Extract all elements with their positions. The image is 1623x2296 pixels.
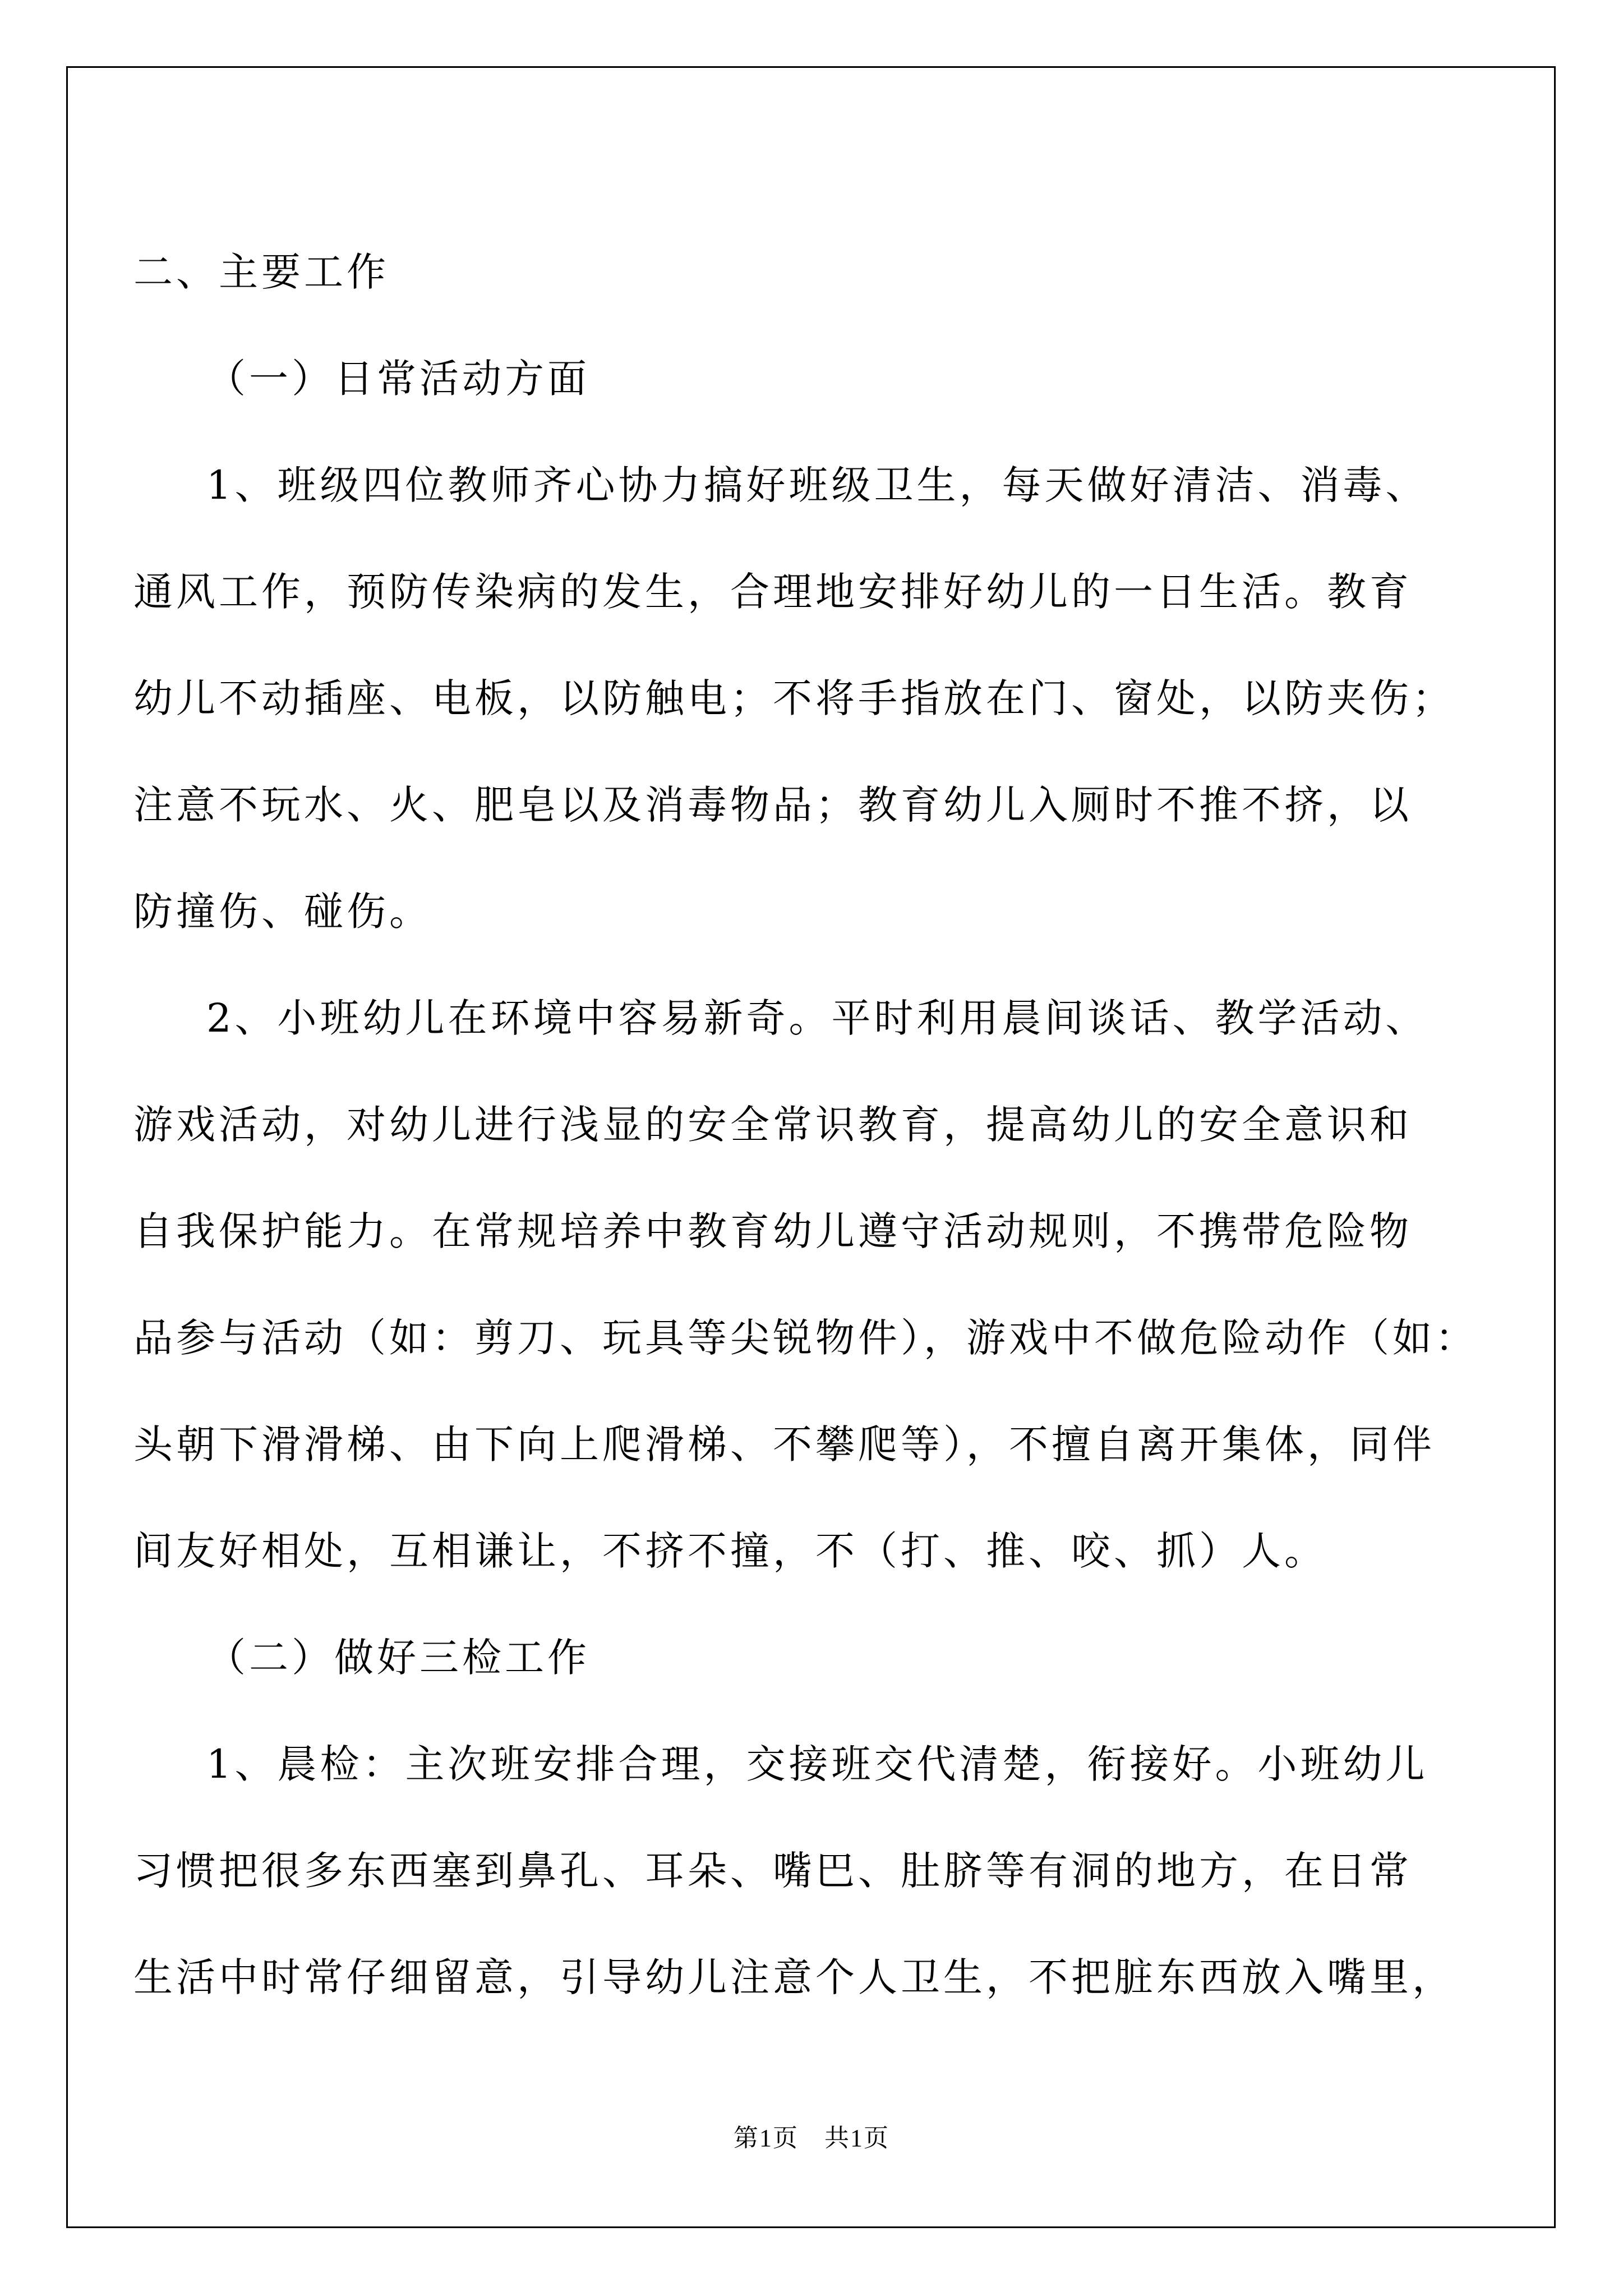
subsection-title-three-checks: （二）做好三检工作 [206,1635,590,1681]
document-body [133,219,1491,2031]
section-title: 二、主要工作 [133,249,389,295]
paragraph-line: 防撞伤、碰伤。 [133,889,432,935]
paragraph-line: 2、小班幼儿在环境中容易新奇。平时利用晨间谈话、教学活动、 [206,995,1428,1041]
subsection-title-daily-activities: （一）日常活动方面 [206,356,590,402]
paragraph-3 [133,1711,1491,2031]
paragraph-line: 生活中时常仔细留意，引导幼儿注意个人卫生，不把脏东西放入嘴里， [133,1954,1455,2000]
paragraph-line: 注意不玩水、火、肥皂以及消毒物品；教育幼儿入厕时不推不挤，以 [133,782,1412,828]
paragraph-line: 头朝下滑滑梯、由下向上爬滑梯、不攀爬等），不擅自离开集体，同伴 [133,1421,1435,1467]
paragraph-line: 1、班级四位教师齐心协力搞好班级卫生，每天做好清洁、消毒、 [206,462,1428,508]
paragraph-line: 品参与活动（如：剪刀、玩具等尖锐物件），游戏中不做危险动作（如： [133,1315,1478,1361]
paragraph-1 [133,432,1491,965]
page-number-footer: 第1页 共1页 [734,2124,889,2152]
paragraph-line: 游戏活动，对幼儿进行浅显的安全常识教育，提高幼儿的安全意识和 [133,1102,1412,1148]
paragraph-line: 通风工作，预防传染病的发生，合理地安排好幼儿的一日生活。教育 [133,569,1412,615]
paragraph-line: 习惯把很多东西塞到鼻孔、耳朵、嘴巴、肚脐等有洞的地方，在日常 [133,1848,1412,1894]
paragraph-line: 自我保护能力。在常规培养中教育幼儿遵守活动规则，不携带危险物 [133,1208,1412,1254]
paragraph-line: 幼儿不动插座、电板，以防触电；不将手指放在门、窗处，以防夹伤； [133,675,1455,721]
paragraph-line: 间友好相处，互相谦让，不挤不撞，不（打、推、咬、抓）人。 [133,1528,1327,1574]
paragraph-2 [133,965,1491,1604]
paragraph-line: 1、晨检：主次班安排合理，交接班交代清楚，衔接好。小班幼儿 [206,1741,1428,1787]
